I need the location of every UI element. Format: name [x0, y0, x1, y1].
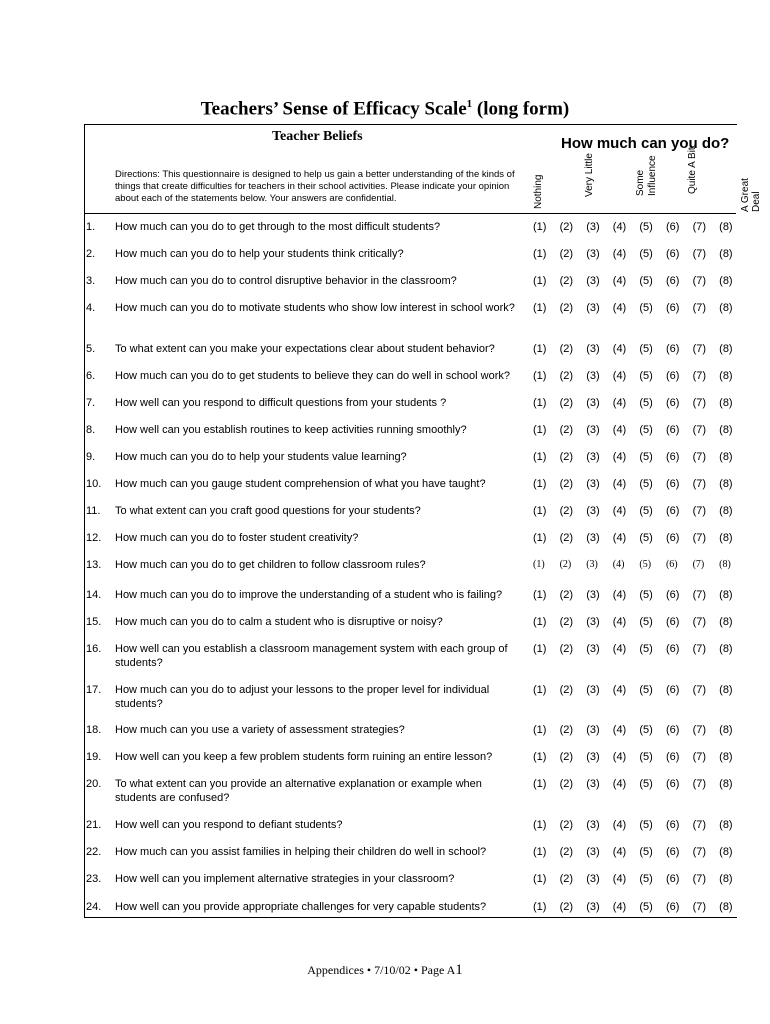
answer-option-6[interactable]: (6): [665, 424, 680, 436]
question-number: 21.: [86, 819, 102, 831]
question-number: 19.: [86, 751, 102, 763]
answer-option-7[interactable]: (7): [692, 684, 707, 696]
answer-option-1[interactable]: (1): [533, 221, 547, 233]
answer-option-8[interactable]: (8): [719, 684, 733, 696]
answer-option-6[interactable]: (6): [665, 616, 680, 628]
answer-option-4[interactable]: (4): [612, 751, 627, 763]
answer-option-3[interactable]: (3): [586, 724, 600, 736]
question-text: How well can you establish routines to keep activities running smoothly?: [115, 424, 467, 436]
answer-option-6[interactable]: (6): [665, 275, 680, 287]
answer-option-1[interactable]: (1): [533, 505, 547, 517]
answer-option-8[interactable]: (8): [719, 248, 733, 260]
answer-options: [533, 818, 746, 832]
answer-option-8[interactable]: (8): [719, 901, 733, 913]
answer-option-5[interactable]: (5): [639, 684, 653, 696]
answer-options: [533, 531, 746, 545]
answer-option-6[interactable]: (6): [665, 221, 680, 233]
answer-option-2[interactable]: (2): [559, 819, 574, 831]
answer-option-3[interactable]: (3): [586, 616, 600, 628]
answer-options: [533, 777, 746, 791]
question-text: How much can you do to control disruptive behavior in the classroom?: [115, 275, 457, 287]
answer-option-5[interactable]: (5): [639, 532, 653, 544]
scale-label-a-great: A Great: [740, 178, 751, 212]
answer-option-1[interactable]: (1): [533, 302, 547, 314]
answer-option-3[interactable]: (3): [586, 478, 600, 490]
answer-option-3[interactable]: (3): [586, 451, 600, 463]
answer-option-4[interactable]: (4): [612, 532, 627, 544]
answer-option-4[interactable]: (4): [612, 778, 627, 790]
answer-option-3[interactable]: (3): [586, 846, 600, 858]
answer-option-8[interactable]: (8): [719, 778, 733, 790]
question-text: How much can you do to adjust your lessons to the proper level for individual students?: [115, 684, 490, 710]
answer-option-6[interactable]: (6): [665, 751, 680, 763]
answer-option-3[interactable]: (3): [586, 589, 600, 601]
answer-option-8[interactable]: (8): [719, 873, 733, 885]
question-text: How well can you implement alternative strategies in your classroom?: [115, 873, 455, 885]
answer-option-1[interactable]: (1): [533, 275, 547, 287]
answer-option-5[interactable]: (5): [639, 275, 653, 287]
answer-option-7[interactable]: (7): [692, 724, 707, 736]
answer-option-6[interactable]: (6): [665, 532, 680, 544]
answer-option-6[interactable]: (6): [665, 684, 680, 696]
question-number: 3.: [86, 275, 96, 287]
answer-option-8[interactable]: (8): [719, 397, 733, 409]
answer-option-7[interactable]: (7): [692, 397, 707, 409]
answer-option-7[interactable]: (7): [692, 451, 707, 463]
answer-option-1[interactable]: (1): [533, 451, 547, 463]
answer-option-3[interactable]: (3): [586, 248, 600, 260]
answer-option-7[interactable]: (7): [692, 751, 707, 763]
answer-options: [533, 558, 746, 572]
teacher-beliefs-heading: Teacher Beliefs: [272, 129, 363, 144]
answer-option-8[interactable]: (8): [719, 505, 733, 517]
answer-option-5[interactable]: (5): [639, 846, 653, 858]
answer-options: [533, 274, 746, 288]
answer-option-7[interactable]: (7): [692, 616, 707, 628]
question-number: 12.: [86, 532, 102, 544]
answer-option-6[interactable]: (6): [665, 589, 680, 601]
answer-option-1[interactable]: (1): [533, 424, 547, 436]
answer-option-5[interactable]: (5): [639, 424, 653, 436]
answer-option-2[interactable]: (2): [559, 248, 574, 260]
answer-option-1[interactable]: (1): [533, 778, 547, 790]
question-number: 11.: [86, 505, 101, 517]
answer-option-7[interactable]: (7): [692, 221, 707, 233]
answer-option-2[interactable]: (2): [559, 901, 574, 913]
answer-option-5[interactable]: (5): [639, 248, 653, 260]
answer-option-8[interactable]: (8): [719, 478, 733, 490]
answer-options: [533, 642, 746, 656]
answer-options: [533, 845, 746, 859]
answer-option-8[interactable]: (8): [719, 819, 733, 831]
answer-option-5[interactable]: (5): [639, 819, 653, 831]
answer-option-2[interactable]: (2): [559, 370, 574, 382]
answer-option-3[interactable]: (3): [586, 343, 600, 355]
answer-option-6[interactable]: (6): [665, 451, 680, 463]
answer-option-5[interactable]: (5): [639, 643, 653, 655]
answer-option-4[interactable]: (4): [612, 370, 627, 382]
answer-options: [533, 723, 746, 737]
answer-option-3[interactable]: (3): [586, 819, 600, 831]
answer-option-3[interactable]: (3): [586, 397, 600, 409]
question-text: How much can you do to help your students value learning?: [115, 451, 407, 463]
answer-option-4[interactable]: (4): [612, 559, 625, 570]
answer-option-5[interactable]: (5): [639, 901, 653, 913]
answer-option-4[interactable]: (4): [612, 589, 627, 601]
answer-option-8[interactable]: (8): [719, 559, 731, 570]
answer-option-4[interactable]: (4): [612, 643, 627, 655]
question-number: 20.: [86, 778, 102, 790]
answer-option-5[interactable]: (5): [639, 751, 653, 763]
answer-options: [533, 220, 746, 234]
answer-option-2[interactable]: (2): [559, 424, 574, 436]
scale-label-deal: Deal: [751, 191, 762, 212]
answer-option-6[interactable]: (6): [665, 819, 680, 831]
question-number: 4.: [86, 302, 96, 314]
answer-options: [533, 900, 746, 914]
answer-option-1[interactable]: (1): [533, 846, 547, 858]
answer-option-4[interactable]: (4): [612, 343, 627, 355]
answer-option-3[interactable]: (3): [586, 873, 600, 885]
answer-option-1[interactable]: (1): [533, 478, 547, 490]
question-text: How well can you establish a classroom management system with each group of students?: [115, 643, 508, 669]
answer-option-1[interactable]: (1): [533, 616, 547, 628]
answer-option-1[interactable]: (1): [533, 873, 547, 885]
answer-option-7[interactable]: (7): [692, 424, 707, 436]
page-title: Teachers’ Sense of Efficacy Scale$^1$ (long form): [200, 98, 570, 120]
answer-option-8[interactable]: (8): [719, 589, 733, 601]
answer-option-6[interactable]: (6): [665, 643, 680, 655]
answer-option-3[interactable]: (3): [586, 778, 600, 790]
answer-option-5[interactable]: (5): [639, 589, 653, 601]
answer-option-2[interactable]: (2): [559, 343, 574, 355]
question-number: 22.: [86, 846, 102, 858]
question-text: To what extent can you provide an alternative explanation or example when students are confused?: [115, 778, 482, 804]
answer-option-8[interactable]: (8): [719, 643, 733, 655]
answer-option-3[interactable]: (3): [586, 505, 600, 517]
answer-option-1[interactable]: (1): [533, 684, 547, 696]
answer-option-4[interactable]: (4): [612, 819, 627, 831]
page-footer: Appendices • 7/10/02 • Page A1: [307, 962, 463, 978]
answer-option-4[interactable]: (4): [612, 724, 627, 736]
answer-option-4[interactable]: (4): [612, 302, 627, 314]
question-text: How much can you do to calm a student who is disruptive or noisy?: [115, 616, 443, 628]
answer-option-6[interactable]: (6): [665, 559, 678, 570]
answer-options: [533, 301, 746, 315]
answer-option-5[interactable]: (5): [639, 505, 653, 517]
answer-option-2[interactable]: (2): [559, 478, 574, 490]
answer-option-3[interactable]: (3): [586, 370, 600, 382]
answer-option-2[interactable]: (2): [559, 643, 574, 655]
answer-option-4[interactable]: (4): [612, 248, 627, 260]
answer-option-4[interactable]: (4): [612, 616, 627, 628]
scale-label-very-little: Very Little: [584, 153, 595, 197]
answer-option-3[interactable]: (3): [586, 221, 600, 233]
answer-option-5[interactable]: (5): [639, 478, 653, 490]
answer-option-8[interactable]: (8): [719, 616, 733, 628]
answer-option-7[interactable]: (7): [692, 302, 707, 314]
question-number: 17.: [86, 684, 102, 696]
answer-option-7[interactable]: (7): [692, 275, 707, 287]
answer-option-6[interactable]: (6): [665, 901, 680, 913]
answer-option-7[interactable]: (7): [692, 559, 705, 570]
answer-option-6[interactable]: (6): [665, 248, 680, 260]
answer-option-2[interactable]: (2): [559, 451, 574, 463]
answer-option-2[interactable]: (2): [559, 589, 574, 601]
how-much-heading: How much can you do?: [561, 135, 730, 152]
answer-option-6[interactable]: (6): [665, 302, 680, 314]
answer-options: [533, 450, 746, 464]
answer-option-8[interactable]: (8): [719, 343, 733, 355]
question-number: 9.: [86, 451, 96, 463]
question-text: How much can you use a variety of assessment strategies?: [115, 724, 405, 736]
answer-option-1[interactable]: (1): [533, 370, 547, 382]
answer-option-5[interactable]: (5): [639, 724, 653, 736]
answer-option-3[interactable]: (3): [586, 559, 598, 570]
answer-option-5[interactable]: (5): [639, 302, 653, 314]
question-number: 5.: [86, 343, 96, 355]
question-number: 14.: [86, 589, 102, 601]
answer-option-3[interactable]: (3): [586, 275, 600, 287]
answer-option-7[interactable]: (7): [692, 343, 707, 355]
answer-option-2[interactable]: (2): [559, 397, 574, 409]
answer-option-8[interactable]: (8): [719, 275, 733, 287]
answer-option-6[interactable]: (6): [665, 397, 680, 409]
answer-option-7[interactable]: (7): [692, 505, 707, 517]
answer-option-1[interactable]: (1): [533, 751, 547, 763]
answer-option-4[interactable]: (4): [612, 221, 627, 233]
question-number: 18.: [86, 724, 102, 736]
answer-option-2[interactable]: (2): [559, 724, 574, 736]
question-text: How well can you keep a few problem students form ruining an entire lesson?: [115, 751, 493, 763]
answer-option-8[interactable]: (8): [719, 424, 733, 436]
answer-option-3[interactable]: (3): [586, 532, 600, 544]
answer-option-4[interactable]: (4): [612, 275, 627, 287]
answer-options: [533, 369, 746, 383]
answer-options: [533, 750, 746, 764]
header-divider: [84, 213, 736, 214]
answer-option-3[interactable]: (3): [586, 643, 600, 655]
answer-option-2[interactable]: (2): [559, 559, 572, 570]
answer-options: [533, 247, 746, 261]
answer-option-1[interactable]: (1): [533, 724, 547, 736]
answer-option-7[interactable]: (7): [692, 846, 707, 858]
question-text: How much can you do to get students to believe they can do well in school work?: [115, 370, 511, 382]
question-number: 1.: [86, 221, 96, 233]
answer-options: [533, 615, 746, 629]
answer-option-2[interactable]: (2): [559, 616, 574, 628]
scale-label-some: Some: [635, 169, 646, 196]
question-text: How much can you do to improve the understanding of a student who is failing?: [115, 589, 503, 601]
question-number: 23.: [86, 873, 102, 885]
answer-option-4[interactable]: (4): [612, 846, 627, 858]
answer-option-2[interactable]: (2): [559, 532, 574, 544]
answer-option-7[interactable]: (7): [692, 478, 707, 490]
answer-option-2[interactable]: (2): [559, 302, 574, 314]
answer-options: [533, 396, 746, 410]
answer-option-8[interactable]: (8): [719, 370, 733, 382]
question-number: 16.: [86, 643, 102, 655]
question-text: How much can you do to get through to the most difficult students?: [115, 221, 441, 233]
question-number: 10.: [86, 478, 102, 490]
question-number: 13.: [86, 559, 102, 571]
question-text: How much can you do to help your students think critically?: [115, 248, 404, 260]
answer-option-3[interactable]: (3): [586, 901, 600, 913]
question-text: To what extent can you craft good questions for your students?: [115, 505, 421, 517]
answer-option-7[interactable]: (7): [692, 532, 707, 544]
question-text: How much can you assist families in helping their children do well in school?: [115, 846, 487, 858]
question-number: 2.: [86, 248, 96, 260]
answer-options: [533, 504, 746, 518]
answer-option-2[interactable]: (2): [559, 221, 574, 233]
answer-option-4[interactable]: (4): [612, 873, 627, 885]
answer-option-5[interactable]: (5): [639, 778, 653, 790]
question-text: How much can you do to motivate students who show low interest in school work?: [115, 302, 515, 314]
answer-option-8[interactable]: (8): [719, 451, 733, 463]
answer-option-5[interactable]: (5): [639, 370, 653, 382]
answer-option-7[interactable]: (7): [692, 589, 707, 601]
answer-option-8[interactable]: (8): [719, 221, 733, 233]
question-text: To what extent can you make your expectations clear about student behavior?: [115, 343, 495, 355]
answer-option-1[interactable]: (1): [533, 559, 545, 570]
answer-option-4[interactable]: (4): [612, 424, 627, 436]
answer-option-2[interactable]: (2): [559, 778, 574, 790]
answer-option-2[interactable]: (2): [559, 751, 574, 763]
answer-option-1[interactable]: (1): [533, 343, 547, 355]
question-text: How well can you provide appropriate challenges for very capable students?: [115, 901, 487, 913]
answer-option-4[interactable]: (4): [612, 451, 627, 463]
question-text: How much can you do to foster student creativity?: [115, 532, 359, 544]
answer-option-6[interactable]: (6): [665, 778, 680, 790]
answer-option-2[interactable]: (2): [559, 684, 574, 696]
answer-option-4[interactable]: (4): [612, 397, 627, 409]
answer-option-7[interactable]: (7): [692, 873, 707, 885]
answer-option-6[interactable]: (6): [665, 873, 680, 885]
answer-option-4[interactable]: (4): [612, 478, 627, 490]
answer-option-1[interactable]: (1): [533, 819, 547, 831]
answer-option-5[interactable]: (5): [639, 451, 653, 463]
answer-option-1[interactable]: (1): [533, 589, 547, 601]
answer-option-2[interactable]: (2): [559, 505, 574, 517]
answer-option-8[interactable]: (8): [719, 846, 733, 858]
answer-option-5[interactable]: (5): [639, 873, 653, 885]
scale-label-quite-a-bit: Quite A Bit: [687, 147, 698, 194]
answer-option-5[interactable]: (5): [639, 616, 653, 628]
answer-option-1[interactable]: (1): [533, 643, 547, 655]
answer-option-6[interactable]: (6): [665, 343, 680, 355]
answer-option-6[interactable]: (6): [665, 846, 680, 858]
answer-option-1[interactable]: (1): [533, 397, 547, 409]
answer-options: [533, 342, 746, 356]
answer-option-5[interactable]: (5): [639, 343, 653, 355]
answer-option-7[interactable]: (7): [692, 819, 707, 831]
answer-options: [533, 683, 746, 697]
answer-option-4[interactable]: (4): [612, 684, 627, 696]
answer-option-4[interactable]: (4): [612, 505, 627, 517]
question-text: How well can you respond to defiant students?: [115, 819, 343, 831]
answer-option-3[interactable]: (3): [586, 684, 600, 696]
answer-option-6[interactable]: (6): [665, 478, 680, 490]
question-number: 7.: [86, 397, 96, 409]
question-number: 15.: [86, 616, 102, 628]
answer-option-2[interactable]: (2): [559, 846, 574, 858]
answer-option-7[interactable]: (7): [692, 248, 707, 260]
answer-option-8[interactable]: (8): [719, 532, 733, 544]
answer-option-4[interactable]: (4): [612, 901, 627, 913]
answer-option-3[interactable]: (3): [586, 751, 600, 763]
answer-option-2[interactable]: (2): [559, 873, 574, 885]
answer-options: [533, 477, 746, 491]
answer-option-5[interactable]: (5): [639, 397, 653, 409]
answer-option-1[interactable]: (1): [533, 532, 547, 544]
answer-options: [533, 872, 746, 886]
answer-option-1[interactable]: (1): [533, 901, 547, 913]
answer-options: [533, 423, 746, 437]
scale-label-influence: Influence: [647, 155, 658, 196]
answer-option-2[interactable]: (2): [559, 275, 574, 287]
question-number: 8.: [86, 424, 96, 436]
answer-option-6[interactable]: (6): [665, 505, 680, 517]
answer-option-8[interactable]: (8): [719, 302, 733, 314]
question-text: How well can you respond to difficult questions from your students ?: [115, 397, 447, 409]
answer-option-3[interactable]: (3): [586, 302, 600, 314]
question-number: 6.: [86, 370, 96, 382]
answer-option-8[interactable]: (8): [719, 724, 733, 736]
scale-label-nothing: Nothing: [533, 174, 544, 209]
answer-option-6[interactable]: (6): [665, 370, 680, 382]
answer-option-3[interactable]: (3): [586, 424, 600, 436]
directions-text: Directions: This questionnaire is designed to help us gain a better understanding of the kinds of things that create difficulties for teachers in their school activities. Please indicate your opinion about each of the statements below. Your answers are confidential.: [115, 169, 515, 204]
question-text: How much can you gauge student comprehension of what you have taught?: [115, 478, 486, 490]
answer-option-1[interactable]: (1): [533, 248, 547, 260]
answer-option-6[interactable]: (6): [665, 724, 680, 736]
answer-option-7[interactable]: (7): [692, 778, 707, 790]
answer-option-5[interactable]: (5): [639, 559, 652, 570]
answer-option-7[interactable]: (7): [692, 643, 707, 655]
question-text: How much can you do to get children to follow classroom rules?: [115, 559, 426, 571]
answer-option-5[interactable]: (5): [639, 221, 653, 233]
answer-option-8[interactable]: (8): [719, 751, 733, 763]
question-number: 24.: [86, 901, 102, 913]
answer-option-7[interactable]: (7): [692, 901, 707, 913]
answer-options: [533, 588, 746, 602]
answer-option-7[interactable]: (7): [692, 370, 707, 382]
